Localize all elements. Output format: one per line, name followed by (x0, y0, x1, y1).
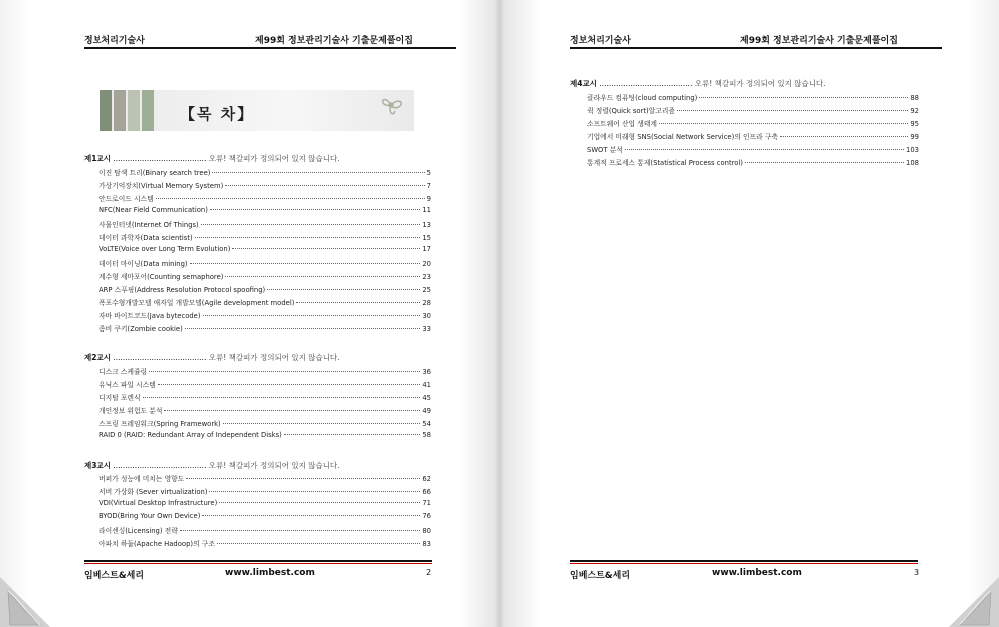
toc-entry-title: NFC(Near Field Communication) (99, 206, 208, 214)
leader-dots (267, 289, 420, 290)
toc-entry[interactable] (99, 167, 431, 177)
leader-dots (223, 423, 421, 424)
toc-entry-page: 49 (422, 407, 431, 415)
chapter-label: 제2교시 (84, 353, 111, 362)
toc-entry[interactable] (99, 379, 431, 389)
toc-entry-page: 95 (910, 120, 919, 128)
toc-entry-page: 13 (422, 221, 431, 229)
toc-entry-page: 88 (910, 94, 919, 102)
toc-entry-page: 7 (426, 182, 431, 190)
page-number: 3 (914, 568, 920, 577)
toc-entry[interactable] (587, 92, 919, 102)
toc-entry[interactable] (99, 310, 431, 320)
toc-entry-page: 71 (422, 499, 431, 507)
toc-entry[interactable] (99, 512, 431, 520)
footer-accent-rule (570, 563, 918, 564)
leader-dots (164, 410, 420, 411)
toc-entry[interactable] (99, 271, 431, 281)
leader-dots (186, 478, 420, 479)
toc-entry[interactable] (99, 392, 431, 402)
chapter-heading[interactable]: 제4교시 ....................................... 오류! 책갈피가 정의되어 있지 않습니다. (570, 79, 826, 88)
footer-brand: 임베스트&세리 (570, 571, 631, 581)
leader-dots (195, 237, 421, 238)
banner-strip (142, 90, 154, 131)
toc-entry[interactable] (99, 499, 431, 507)
toc-entry[interactable] (99, 180, 431, 190)
toc-entry-page: 80 (422, 527, 431, 535)
toc-title: 【목 차】 (180, 105, 255, 123)
chapter-error: 오류! 책갈피가 정의되어 있지 않습니다. (208, 353, 340, 362)
toc-entry[interactable] (587, 131, 919, 141)
toc-entry-title: 통계적 프로세스 통제(Statistical Process control) (587, 159, 743, 167)
toc-banner (100, 90, 414, 131)
header-right-text: 제99회 정보관리기술사 기출문제풀이집 (255, 36, 413, 46)
leader-dots (625, 149, 904, 150)
leader-dots (232, 248, 420, 249)
toc-entry[interactable] (99, 297, 431, 307)
toc-entry-page: 76 (422, 512, 431, 520)
toc-entry-title: 폭포수형개발모델 애자일 개발모델(Agile development model) (99, 299, 295, 307)
toc-entry-page: 28 (422, 299, 431, 307)
leader-dots (225, 185, 424, 186)
right-page (500, 0, 999, 627)
leader-dots (677, 110, 908, 111)
toc-entry-title: 서버 가상화 (Sever virtualization) (99, 488, 208, 496)
leader-dots (699, 97, 908, 98)
toc-entry-title: 좀비 쿠키(Zombie cookie) (99, 325, 183, 333)
leader-dots (284, 434, 421, 435)
toc-entry-title: 아파치 하둡(Apache Hadoop)의 구조 (99, 540, 215, 548)
footer-url[interactable]: www.limbest.com (712, 568, 802, 578)
leader-dots (225, 276, 420, 277)
toc-entry-page: 36 (422, 368, 431, 376)
toc-entry-page: 41 (422, 381, 431, 389)
toc-entry-title: 자바 바이트코드(Java bytecode) (99, 312, 201, 320)
leader-dots (780, 136, 908, 137)
header-left-text: 정보처리기술사 (570, 36, 631, 46)
leader-dots (149, 371, 420, 372)
page-number: 2 (426, 568, 432, 577)
toc-entry-title: 스프링 프레임워크(Spring Framework) (99, 420, 221, 428)
toc-entry-title: 퀵 정렬(Quick sort)알고리즘 (587, 107, 675, 115)
toc-entry-page: 54 (422, 420, 431, 428)
toc-entry[interactable] (99, 431, 431, 439)
toc-entry-title: RAID 0 (RAID: Redundant Array of Independent Disks) (99, 431, 282, 439)
toc-entry-title: 사물인터넷(Internet Of Things) (99, 221, 199, 229)
toc-entry[interactable] (587, 105, 919, 115)
toc-entry-page: 45 (422, 394, 431, 402)
toc-entry-page: 20 (422, 260, 431, 268)
leader-dots (201, 224, 421, 225)
toc-entry[interactable] (99, 193, 431, 203)
toc-entry-title: BYOD(Bring Your Own Device) (99, 512, 201, 520)
header-right-text: 제99회 정보관리기술사 기출문제풀이집 (740, 36, 898, 46)
toc-entry-title: 유닉스 파일 시스템 (99, 381, 156, 389)
toc-entry[interactable] (99, 418, 431, 428)
toc-entry-page: 99 (910, 133, 919, 141)
toc-entry-title: 이진 탐색 트리(Binary search tree) (99, 169, 211, 177)
toc-entry-title: 기업에서 미래형 SNS(Social Network Service)의 인프라 구축 (587, 133, 778, 141)
toc-entry-page: 9 (426, 195, 431, 203)
toc-entry[interactable] (99, 538, 431, 548)
leader-dots (296, 302, 420, 303)
page-curl-icon[interactable] (949, 577, 999, 627)
toc-entry-title: VDI(Virtual Desktop Infrastructure) (99, 499, 218, 507)
banner-strip (128, 90, 140, 131)
toc-entry-title: 디지털 포렌식 (99, 394, 141, 402)
toc-entry-page: 108 (906, 159, 919, 167)
toc-entry-page: 58 (422, 431, 431, 439)
leader-dots (209, 491, 420, 492)
footer-brand: 임베스트&세리 (84, 571, 145, 581)
leader-dots (143, 397, 421, 398)
toc-entry-title: ARP 스푸핑(Address Resolution Protocol spoofing) (99, 286, 266, 294)
leader-dots (219, 502, 420, 503)
toc-entry[interactable] (99, 525, 431, 535)
toc-entry-page: 25 (422, 286, 431, 294)
toc-entry-title: 클라우드 컴퓨팅(cloud computing) (587, 94, 698, 102)
toc-entry-page: 92 (910, 107, 919, 115)
toc-entry-page: 83 (422, 540, 431, 548)
chapter-heading[interactable]: 제2교시 ....................................... 오류! 책갈피가 정의되어 있지 않습니다. (84, 353, 340, 362)
toc-entry-page: 66 (422, 488, 431, 496)
toc-entry-title: 계수형 세마포어(Counting semaphore) (99, 273, 224, 281)
toc-entry[interactable] (99, 486, 431, 496)
toc-entry[interactable] (587, 118, 919, 128)
leader-dots (180, 530, 421, 531)
header-rule (570, 47, 942, 49)
leader-dots (210, 209, 420, 210)
footer-rule (84, 560, 432, 562)
toc-entry-title: 라이센싱(Licensing) 전략 (99, 527, 178, 535)
toc-entry-page: 23 (422, 273, 431, 281)
footer-accent-rule (84, 563, 432, 564)
toc-entry[interactable] (99, 206, 431, 214)
leader-dots (203, 315, 421, 316)
leader-dots (156, 198, 425, 199)
toc-entry[interactable] (99, 473, 431, 483)
toc-entry-page: 5 (426, 169, 431, 177)
leader-dots (202, 515, 420, 516)
leader-dots (212, 172, 424, 173)
toc-entry-title: 개인정보 위험도 분석 (99, 407, 163, 415)
chapter-error: 오류! 책갈피가 정의되어 있지 않습니다. (208, 461, 340, 470)
toc-entry-page: 33 (422, 325, 431, 333)
leader-dots (745, 162, 904, 163)
banner-strip (100, 90, 112, 131)
toc-entry-title: 디스크 스케쥴링 (99, 368, 148, 376)
leader-dots (659, 123, 908, 124)
toc-entry-title: 데이터 과학자(Data scientist) (99, 234, 193, 242)
toc-entry-title: VoLTE(Voice over Long Term Evolution) (99, 245, 231, 253)
banner-strip (114, 90, 126, 131)
chapter-label: 제1교시 (84, 154, 111, 163)
toc-entry-page: 30 (422, 312, 431, 320)
left-page (0, 0, 499, 627)
toc-entry[interactable] (587, 157, 919, 167)
toc-entry[interactable] (99, 405, 431, 415)
leader-dots (217, 543, 420, 544)
toc-entry-page: 103 (906, 146, 919, 154)
chapter-heading[interactable]: 제1교시 ....................................... 오류! 책갈피가 정의되어 있지 않습니다. (84, 154, 340, 163)
toc-entry-page: 15 (422, 234, 431, 242)
leader-dots (158, 384, 420, 385)
chapter-label: 제3교시 (84, 461, 111, 470)
header-rule (84, 47, 456, 49)
toc-entry[interactable] (99, 219, 431, 229)
footer-rule (570, 560, 918, 562)
toc-entry[interactable] (99, 323, 431, 333)
flower-ornament-icon (376, 92, 406, 118)
toc-entry-title: 소프트웨어 산업 생태계 (587, 120, 657, 128)
toc-entry[interactable] (99, 232, 431, 242)
toc-entry[interactable] (99, 284, 431, 294)
leader-dots (190, 263, 421, 264)
toc-entry-page: 62 (422, 475, 431, 483)
leader-dots (185, 328, 421, 329)
toc-entry-page: 17 (422, 245, 431, 253)
toc-entry-title: 안드로이드 시스템 (99, 195, 154, 203)
header-left-text: 정보처리기술사 (84, 36, 145, 46)
toc-entry[interactable] (587, 144, 919, 154)
page-curl-icon[interactable] (0, 577, 50, 627)
chapter-error: 오류! 책갈피가 정의되어 있지 않습니다. (694, 79, 826, 88)
footer-url[interactable]: www.limbest.com (225, 568, 315, 578)
toc-entry[interactable] (99, 258, 431, 268)
chapter-heading[interactable]: 제3교시 ....................................... 오류! 책갈피가 정의되어 있지 않습니다. (84, 461, 340, 470)
toc-entry[interactable] (99, 245, 431, 253)
toc-entry-title: SWOT 분석 (587, 146, 623, 154)
chapter-error: 오류! 책갈피가 정의되어 있지 않습니다. (208, 154, 340, 163)
toc-entry-title: 가상기억장치(Virtual Memory System) (99, 182, 224, 190)
toc-entry-page: 11 (422, 206, 431, 214)
chapter-label: 제4교시 (570, 79, 597, 88)
toc-entry-title: 데이터 마이닝(Data mining) (99, 260, 188, 268)
toc-entry[interactable] (99, 366, 431, 376)
toc-entry-title: 버퍼가 성능에 미치는 영향도 (99, 475, 185, 483)
